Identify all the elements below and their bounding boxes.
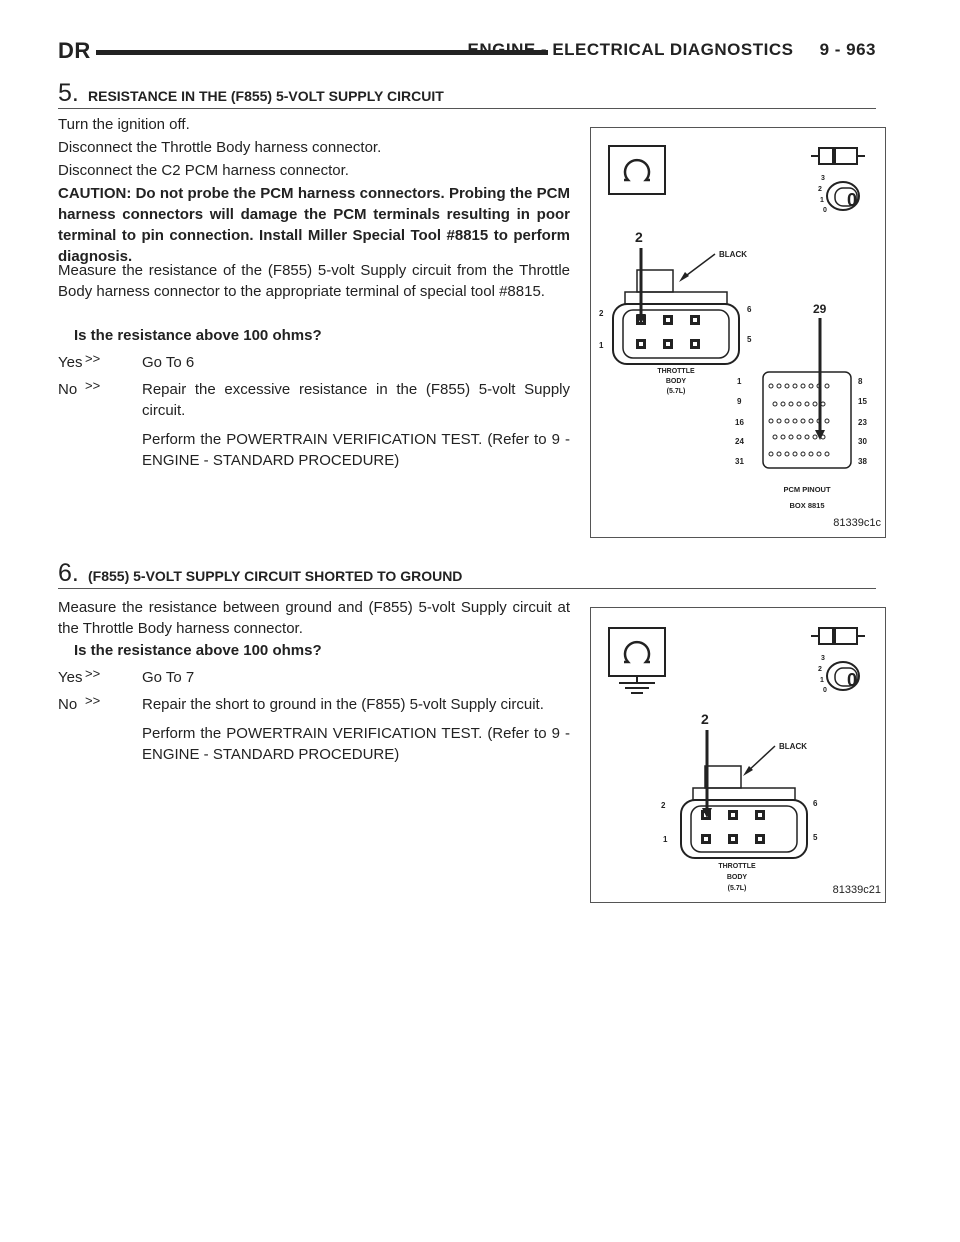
answer-no-text: Repair the short to ground in the (F855) 5-volt Supply circuit. [142, 696, 544, 713]
answer-no-label: No [58, 696, 78, 713]
ohmmeter-ground-icon [609, 628, 665, 693]
answer-no [58, 379, 570, 479]
question-text: Is the resistance above 100 ohms? [74, 327, 322, 344]
figure-81339c21 [590, 607, 886, 903]
wire-color-leader [747, 746, 775, 772]
answer-yes-6 [58, 667, 570, 688]
answer-arrow: >> [85, 666, 101, 681]
ohmmeter-icon [609, 146, 665, 194]
step-turn-ignition-off: Turn the ignition off. [58, 116, 190, 133]
key-value: 0 [847, 670, 858, 690]
pcm-right-8: 8 [858, 377, 863, 386]
throttle-body-connector [599, 270, 752, 395]
key-pos-2: 2 [818, 666, 822, 673]
header-manual-code: DR [58, 38, 91, 63]
ignition-key-icon [811, 628, 865, 694]
answer-arrow: >> [85, 693, 101, 708]
wire-color-label: BLACK [779, 742, 807, 751]
section-6-title: (F855) 5-VOLT SUPPLY CIRCUIT SHORTED TO GROUND [88, 568, 463, 584]
header-section-page: ENGINE - ELECTRICAL DIAGNOSTICS 9 - 963 [467, 40, 876, 59]
pcm-left-31: 31 [735, 457, 744, 466]
pcm-right-23: 23 [858, 418, 867, 427]
pin-label-2: 2 [599, 309, 604, 318]
probe-label: 2 [701, 711, 709, 727]
page-header [58, 38, 876, 68]
answer-yes-label: Yes [58, 669, 83, 686]
pin-label-2: 2 [661, 801, 666, 810]
pin-label-1: 1 [599, 341, 604, 350]
section-5-heading [58, 80, 876, 109]
section-5-number: 5. [58, 79, 79, 107]
wiring-diagram-2 [591, 608, 885, 902]
key-pos-0: 0 [823, 687, 827, 694]
figure-81339c1c [590, 127, 886, 538]
key-pos-3: 3 [821, 175, 825, 182]
pcm-caption-1: PCM PINOUT [783, 485, 831, 494]
section-5-title: RESISTANCE IN THE (F855) 5-VOLT SUPPLY CIRCUIT [88, 88, 444, 104]
answer-no-label: No [58, 381, 78, 398]
answer-yes-label: Yes [58, 354, 83, 371]
pin-label-5: 5 [813, 833, 818, 842]
answer-yes-text: Go To 6 [142, 354, 195, 371]
figure-id: 81339c21 [832, 884, 881, 896]
throttle-body-connector [661, 766, 818, 892]
answer-yes [58, 352, 570, 373]
wiring-diagram-1 [591, 128, 885, 537]
pcm-caption-2: BOX 8815 [789, 501, 825, 510]
answer-no-text: Repair the excessive resistance in the (F855) 5-volt Supply circuit. [142, 381, 570, 419]
measure-instruction-6: Measure the resistance between ground and (F855) 5-volt Supply circuit at the Throttle Body harness connector. [58, 599, 570, 637]
answer-yes-text: Go To 7 [142, 669, 195, 686]
caution-text: CAUTION: Do not probe the PCM harness connectors. Probing the PCM harness connectors will damage the PCM terminals resulting in poor terminal to pin connection. Install Miller Special Tool #8815 to perform diagnosis. [58, 185, 570, 265]
key-pos-1: 1 [820, 677, 824, 684]
connector-name-1: THROTTLE [657, 368, 695, 375]
pcm-pin-label: 29 [813, 302, 827, 316]
key-pos-2: 2 [818, 186, 822, 193]
answer-arrow: >> [85, 351, 101, 366]
step-disconnect-throttle: Disconnect the Throttle Body harness connector. [58, 139, 382, 156]
wire-color-leader [683, 254, 715, 278]
step-disconnect-pcm: Disconnect the C2 PCM harness connector. [58, 162, 349, 179]
pcm-right-15: 15 [858, 397, 867, 406]
pcm-right-38: 38 [858, 457, 867, 466]
pin-label-6: 6 [813, 799, 818, 808]
pcm-left-9: 9 [737, 397, 742, 406]
connector-name-2: BODY [726, 874, 748, 881]
pcm-left-1: 1 [737, 377, 742, 386]
answer-no-verify: Perform the POWERTRAIN VERIFICATION TEST. (Refer to 9 - ENGINE - STANDARD PROCEDURE) [142, 725, 570, 763]
key-pos-3: 3 [821, 655, 825, 662]
answer-no-6 [58, 694, 570, 773]
connector-name-3: (5.7L) [727, 885, 747, 892]
probe-label: 2 [635, 229, 643, 245]
key-value: 0 [847, 190, 858, 210]
pcm-pinout-box [735, 372, 867, 510]
connector-name-3: (5.7L) [666, 388, 686, 395]
pcm-left-24: 24 [735, 437, 744, 446]
measure-instruction: Measure the resistance of the (F855) 5-volt Supply circuit from the Throttle Body harness connector to the appropriate terminal of special tool #8815. [58, 262, 570, 300]
pcm-right-30: 30 [858, 437, 867, 446]
answer-arrow: >> [85, 378, 101, 393]
answer-no-verify: Perform the POWERTRAIN VERIFICATION TEST. (Refer to 9 - ENGINE - STANDARD PROCEDURE) [142, 431, 570, 469]
pin-label-1: 1 [663, 835, 668, 844]
wire-color-arrowhead [679, 272, 689, 282]
connector-name-1: THROTTLE [718, 863, 756, 870]
section-6-number: 6. [58, 559, 79, 587]
section-6-heading [58, 560, 876, 589]
key-pos-1: 1 [820, 197, 824, 204]
pin-label-6: 6 [747, 305, 752, 314]
ignition-key-icon [811, 148, 865, 214]
wire-color-label: BLACK [719, 250, 747, 259]
pcm-left-16: 16 [735, 418, 744, 427]
figure-id: 81339c1c [833, 517, 881, 529]
key-pos-0: 0 [823, 207, 827, 214]
pin-label-5: 5 [747, 335, 752, 344]
connector-name-2: BODY [665, 378, 687, 385]
question-text-6: Is the resistance above 100 ohms? [74, 642, 322, 659]
